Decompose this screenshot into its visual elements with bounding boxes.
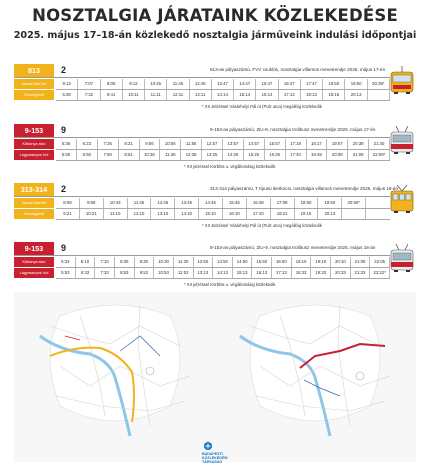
departure-time: 14:57 [244, 139, 265, 149]
departure-time: 5:36 [56, 139, 77, 149]
departure-time: 11:45 [167, 79, 189, 89]
departure-time: 20:38 [348, 139, 369, 149]
schedule-description: 813-as pályaszámú, FVV csuklós, nosztalgia villamos menetrendje 2025. május 17-én [210, 67, 386, 72]
departure-time: 10:53 [154, 268, 174, 278]
tram-vintage-icon [388, 185, 416, 215]
schedule-block [14, 242, 416, 294]
departure-time: 20:08 [327, 150, 348, 160]
stop-label: Közvágóhíd [14, 209, 54, 219]
departure-time: 21:08 [348, 150, 369, 160]
departure-time: 18:33 [292, 268, 312, 278]
departure-time: 8:08 [101, 79, 123, 89]
departure-time: 14:25 [223, 150, 244, 160]
stop-label: Kőbánya alsó [14, 257, 54, 267]
departure-time: 16:25 [265, 150, 286, 160]
stop-label: Lágymányosi híd [14, 150, 54, 160]
header-divider [14, 255, 390, 256]
departure-time: 14:50 [233, 257, 253, 267]
page-subtitle: 2025. május 17–18-án közlekedő nosztalgia járműveink indulási időpontjai [13, 30, 417, 41]
departure-time: 20:50* [342, 198, 366, 208]
departure-time: 17:40 [286, 150, 307, 160]
vehicle-number-badge: 313-314 [14, 183, 54, 196]
departure-time: 8:53 [115, 268, 135, 278]
trolleybus-red-icon [388, 126, 416, 156]
departure-time: 9:12 [123, 79, 145, 89]
maps-svg [14, 292, 416, 462]
departure-time: 7:10 [95, 257, 115, 267]
stop-label: Közvágóhíd [14, 90, 54, 100]
departure-time: 15:13 [233, 268, 253, 278]
departure-time: 17:18 [286, 139, 307, 149]
departure-time: 12:50 [194, 257, 214, 267]
departure-time: 18:13 [301, 90, 323, 100]
departure-time: 9:53 [135, 268, 155, 278]
departure-time: 5:55 [56, 150, 77, 160]
departure-time: 15:10 [199, 209, 223, 219]
departure-time: 22:09* [369, 150, 390, 160]
departure-time: 22:05 [370, 257, 390, 267]
departure-time: 10:30 [154, 257, 174, 267]
departure-time: 18:10 [292, 257, 312, 267]
vehicle-number-badge: 9-153 [14, 124, 54, 137]
departure-time: 20:33 [331, 268, 351, 278]
departure-time: 16:50 [272, 257, 292, 267]
departure-time: 6:10 [76, 257, 96, 267]
departure-time: 19:33 [311, 268, 331, 278]
departure-time: 10:56 [160, 139, 181, 149]
row-divider [56, 219, 390, 220]
departure-time: 7:25 [98, 139, 119, 149]
departure-time: 20:35* [368, 79, 390, 89]
departure-time: 7:50 [98, 150, 119, 160]
departure-time: 12:45 [151, 198, 175, 208]
map-left [40, 305, 190, 436]
departure-time: 12:36 [181, 150, 202, 160]
departure-time: 20:13 [345, 90, 367, 100]
departure-time: 8:21 [119, 139, 140, 149]
departure-time: 7:32 [78, 90, 100, 100]
footnote: * XII jelzéssel Körblös u. végállomásig közlekedik [184, 282, 276, 287]
departure-time: 18:17 [307, 139, 328, 149]
departure-time: 16:10 [223, 209, 247, 219]
route-maps [14, 292, 416, 462]
departure-time: 12:11 [167, 90, 189, 100]
departure-time: 13:57 [223, 139, 244, 149]
departure-time: 13:47 [212, 79, 234, 89]
header-divider [14, 77, 390, 78]
header-divider [14, 137, 390, 138]
departure-time: 14:10 [175, 209, 199, 219]
departure-time: 6:50 [77, 150, 98, 160]
departure-time: 10:21 [80, 209, 104, 219]
departure-time: 19:07 [327, 139, 348, 149]
schedule-block [14, 124, 416, 176]
departure-time: 21:40 [369, 139, 390, 149]
departure-time: 13:13 [194, 268, 214, 278]
departure-time: 16:14 [256, 90, 278, 100]
departure-time [342, 209, 366, 219]
footnote: * XII jelzéssel Körblös u. végállomásig közlekedik [184, 164, 276, 169]
departure-time: 21:33 [351, 268, 371, 278]
departure-time: 16:48 [247, 198, 271, 208]
departure-time: 16:47 [279, 79, 301, 89]
logo-text: BUDAPESTI KÖZLEKEDÉSI TÁRSASÁG [202, 452, 228, 464]
departure-time: 19:15 [323, 90, 345, 100]
stop-label: Kőbánya alsó [14, 139, 54, 149]
departure-time: 13:50 [213, 257, 233, 267]
stop-label: Jászai Mari tér [14, 79, 54, 89]
departure-time: 10:36 [140, 150, 161, 160]
departure-time: 12:57 [202, 139, 223, 149]
departure-time: 11:10 [104, 209, 128, 219]
departure-time: 11:36 [160, 150, 181, 160]
row-divider [56, 160, 390, 161]
stop-label: Lágymányosi híd [14, 268, 54, 278]
departure-time: 8:59 [56, 198, 80, 208]
departure-time: 20:13 [318, 209, 342, 219]
departure-time: 16:13 [252, 268, 272, 278]
departure-time: 17:14 [279, 90, 301, 100]
departure-time: 17:10 [247, 209, 271, 219]
departure-time: 19:50 [345, 79, 367, 89]
departure-time: 7:33 [95, 268, 115, 278]
departure-time: 12:10 [128, 209, 152, 219]
departure-time: 18:50 [323, 79, 345, 89]
departure-time: 18:50 [295, 198, 319, 208]
departure-time: 8:30 [115, 257, 135, 267]
departure-time: 9:56 [140, 139, 161, 149]
departure-time: 6:38 [56, 90, 78, 100]
departure-time: 15:25 [244, 150, 265, 160]
departure-time: 11:56 [181, 139, 202, 149]
departure-time: 18:48 [307, 150, 328, 160]
departure-time: 14:45 [199, 198, 223, 208]
departure-time: 9:30 [135, 257, 155, 267]
departure-time: 5:53 [56, 268, 76, 278]
stop-label: Jászai Mari tér [14, 198, 54, 208]
line-number: 9 [61, 243, 67, 253]
departure-time: 17:47 [301, 79, 323, 89]
departure-time: 15:57 [265, 139, 286, 149]
departure-time: 14:14 [212, 90, 234, 100]
departure-time: 13:11 [190, 90, 212, 100]
vehicle-number-badge: 813 [14, 64, 54, 77]
departure-time: 8:51 [119, 150, 140, 160]
departure-time: 18:21 [271, 209, 295, 219]
departure-time: 13:25 [202, 150, 223, 160]
departure-time: 17:13 [272, 268, 292, 278]
schedule-description: 9-153-as pályaszámú, ZiU-9, nosztalgia trolibusz menetrendje 2025. május 17-én [210, 127, 376, 132]
departure-time: 15:47 [256, 79, 278, 89]
departure-time: 19:15 [295, 209, 319, 219]
departure-time: 13:45 [175, 198, 199, 208]
row-divider [56, 278, 390, 279]
trolleybus-red-icon [388, 244, 416, 274]
departure-time: 14:47 [234, 79, 256, 89]
departure-time: 17:08 [271, 198, 295, 208]
departure-time: 9:13 [56, 79, 78, 89]
schedule-description: 9-153-as pályaszámú, ZiU-9, nosztalgia trolibusz menetrendje 2025. május 18-án [210, 245, 376, 250]
departure-time: 15:45 [223, 198, 247, 208]
departure-time: 9:21 [56, 209, 80, 219]
departure-time: 7:07 [78, 79, 100, 89]
departure-time: 11:30 [174, 257, 194, 267]
departure-time: 12:45 [190, 79, 212, 89]
departure-time: 11:11 [145, 90, 167, 100]
footnote: * XII Jelzéssel Vásárhelyi Pál út (Pulz utca) megállóig közlekedik [202, 223, 322, 228]
bkk-logo-icon [204, 442, 212, 450]
departure-time: 13:10 [151, 209, 175, 219]
departure-time: 11:53 [174, 268, 194, 278]
departure-time [368, 90, 390, 100]
map-right [240, 305, 390, 436]
departure-time: 14:13 [213, 268, 233, 278]
header-divider [14, 196, 390, 197]
departure-time: 21:05 [351, 257, 371, 267]
departure-time: 10:45 [145, 79, 167, 89]
departure-time: 22:22* [370, 268, 390, 278]
departure-time: 9:59 [80, 198, 104, 208]
departure-time: 19:10 [311, 257, 331, 267]
line-number: 2 [61, 65, 67, 75]
vehicle-number-badge: 9-153 [14, 242, 54, 255]
departure-time: 11:45 [128, 198, 152, 208]
footnote: * XII Jelzéssel Vásárhelyi Pál út (Pulz utca) megállóig közlekedik [202, 104, 322, 109]
page-title: NOSZTALGIA JÁRATAINK KÖZLEKEDÉSE [32, 6, 398, 25]
departure-time: 20:10 [331, 257, 351, 267]
departure-time: 10:43 [104, 198, 128, 208]
schedule-block [14, 64, 416, 116]
line-number: 2 [61, 184, 67, 194]
departure-time: 15:50 [252, 257, 272, 267]
tram-yellow-icon [388, 66, 416, 96]
row-divider [56, 100, 390, 101]
schedule-block [14, 183, 416, 235]
departure-time: 15:14 [234, 90, 256, 100]
departure-time: 8:41 [101, 90, 123, 100]
line-number: 9 [61, 125, 67, 135]
departure-time: 10:11 [123, 90, 145, 100]
departure-time: 19:50 [318, 198, 342, 208]
departure-time: 6:23 [77, 139, 98, 149]
schedule-description: 313-314 pályaszámú, T típusú ikerkocsi, nosztalgia villamos menetrendje 2025. május 18-án [210, 186, 399, 191]
departure-time: 6:33 [76, 268, 96, 278]
departure-time: 5:33 [56, 257, 76, 267]
